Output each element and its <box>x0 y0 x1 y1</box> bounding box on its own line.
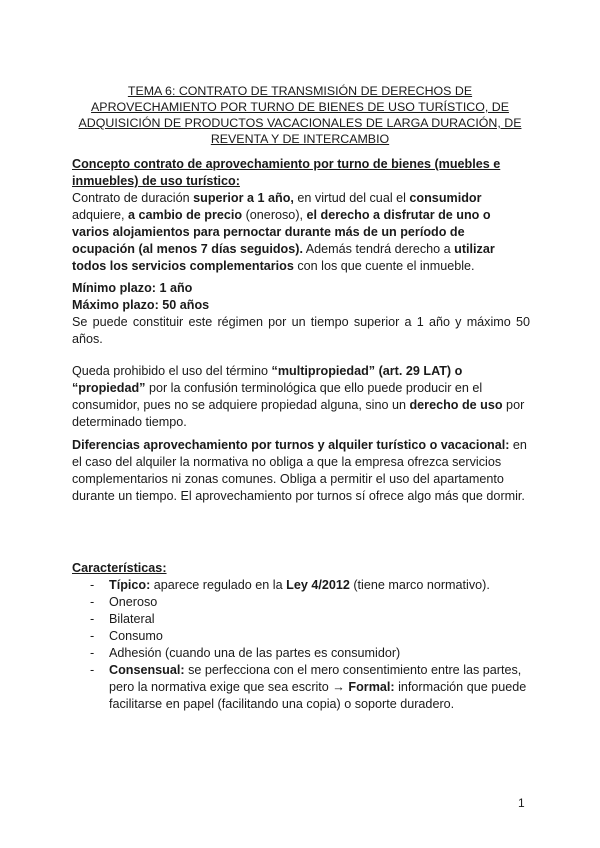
prohibicion-bold-2: derecho de uso <box>409 398 503 412</box>
caracteristicas-list <box>72 577 530 713</box>
list-item-tipico <box>72 577 530 594</box>
consensual-label: Consensual: <box>109 663 185 677</box>
plazo-minimo: Mínimo plazo: 1 año <box>72 281 193 295</box>
diferencias-text: en el caso del alquiler la normativa no obliga a que la empresa ofrezca servicios complementarios ni zonas comunes. Obliga a permitir el uso del apartamento durante un tiempo. El aprovechamiento por turnos sí ofrece algo más que dormir. <box>72 438 527 503</box>
concepto-bold-5: utilizar todos los servicios complementarios <box>72 242 495 273</box>
caracteristicas-section <box>72 560 530 713</box>
page-number: 1 <box>518 796 525 810</box>
prohibicion-text-3: por determinado tiempo. <box>72 398 525 429</box>
consensual-text-2: información que puede facilitarse en papel (facilitando una copia) o soporte duradero. <box>109 680 527 711</box>
concepto-bold-1: superior a 1 año, <box>193 191 294 205</box>
tipico-text-1: aparece regulado en la <box>150 578 287 592</box>
diferencias-section <box>72 437 530 505</box>
diferencias-bold: Diferencias aprovechamiento por turnos y alquiler turístico o vacacional: <box>72 438 510 452</box>
concepto-paragraph <box>72 190 530 275</box>
concepto-bold-2: consumidor <box>409 191 482 205</box>
list-item-consumo: - Consumo <box>72 628 530 645</box>
concepto-text-6: con los que cuente el inmueble. <box>293 259 475 273</box>
prohibicion-text-2: por la confusión terminológica que ello puede producir en el consumidor, pues no se adquiere propiedad alguna, sino un <box>72 381 483 412</box>
concepto-bold-4: el derecho a disfrutar de uno o varios alojamientos para pernoctar durante más de un período de ocupación (al menos 7 días seguidos). <box>72 208 491 256</box>
list-item-oneroso: - Oneroso <box>72 594 530 611</box>
list-item-bilateral: - Bilateral <box>72 611 530 628</box>
prohibicion-bold-1: “multipropiedad” (art. 29 LAT) o “propiedad” <box>72 364 463 395</box>
list-item-adhesion: - Adhesión (cuando una de las partes es consumidor) <box>72 645 530 662</box>
prohibicion-text-1: Queda prohibido el uso del término <box>72 364 272 378</box>
caracteristicas-heading: Características: <box>72 561 167 575</box>
formal-label: Formal: <box>348 680 395 694</box>
tipico-label: Típico: <box>109 578 151 592</box>
list-item-consensual <box>72 662 530 713</box>
tipico-text-2: (tiene marco normativo). <box>349 578 490 592</box>
plazos-text: Se puede constituir este régimen por un tiempo superior a 1 año y máximo 50 años. <box>72 315 530 346</box>
plazo-maximo: Máximo plazo: 50 años <box>72 298 210 312</box>
concepto-text-4: (oneroso), <box>242 208 307 222</box>
concepto-text-3: adquiere, <box>72 208 129 222</box>
concepto-text-5: Además tendrá derecho a <box>302 242 455 256</box>
prohibicion-section <box>72 363 530 431</box>
tipico-ley: Ley 4/2012 <box>286 578 350 592</box>
consensual-text-1: se perfecciona con el mero consentimiento entre las partes, pero la normativa exige que sea escrito → <box>109 663 522 694</box>
concepto-heading: Concepto contrato de aprovechamiento por turno de bienes (muebles e inmuebles) de uso turístico: <box>72 157 501 188</box>
plazos-section <box>72 280 530 348</box>
concepto-section <box>72 156 530 275</box>
concepto-bold-3: a cambio de precio <box>128 208 243 222</box>
concepto-text-2: en virtud del cual el <box>293 191 410 205</box>
document-title: TEMA 6: CONTRATO DE TRANSMISIÓN DE DERECHOS DE APROVECHAMIENTO POR TURNO DE BIENES DE USO TURÍSTICO, DE ADQUISICIÓN DE PRODUCTOS VACACIONALES DE LARGA DURACIÓN, DE REVENTA Y DE INTERCAMBIO <box>78 84 522 146</box>
concepto-text-1: Contrato de duración <box>72 191 194 205</box>
